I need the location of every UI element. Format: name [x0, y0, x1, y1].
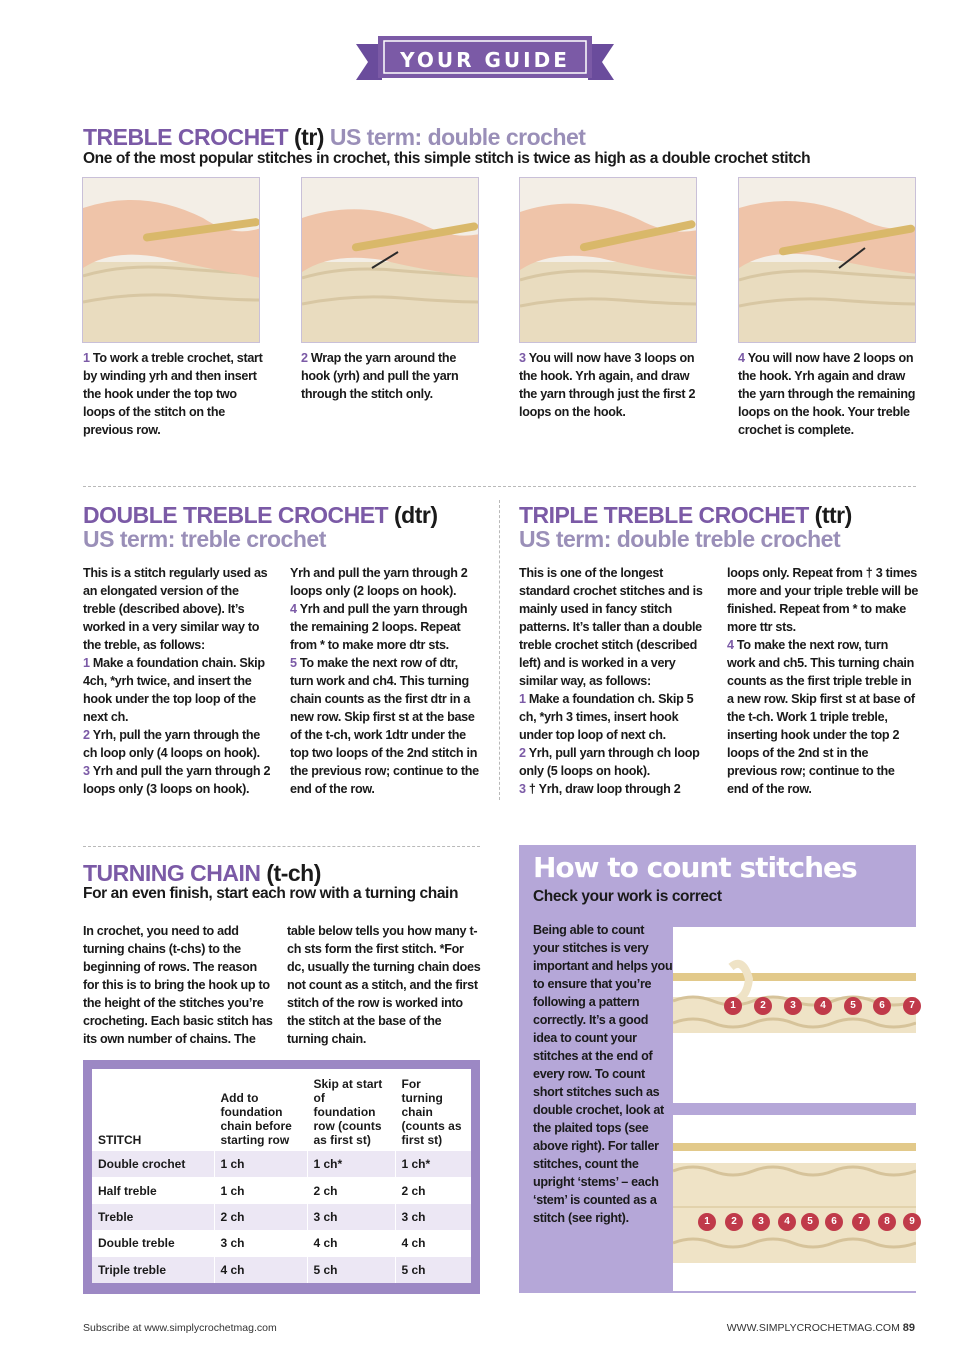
banner-label: YOUR GUIDE: [400, 48, 570, 72]
table-cell: 2 ch: [395, 1177, 471, 1203]
table-cell: 1 ch: [214, 1177, 307, 1203]
table-cell: Treble: [92, 1204, 214, 1230]
table-cell: 2 ch: [214, 1204, 307, 1230]
section-divider: [83, 486, 916, 487]
page-number: 89: [902, 1322, 915, 1334]
count-marker: 1: [698, 1213, 716, 1231]
count-marker: 2: [754, 997, 772, 1015]
table-cell: 3 ch: [395, 1204, 471, 1230]
count-marker: 3: [752, 1213, 770, 1231]
count-marker: 3: [784, 997, 802, 1015]
table-header: Skip at start of foundation row (counts as first st): [307, 1069, 395, 1151]
table-row: [92, 1257, 471, 1283]
table-cell: 2 ch: [307, 1177, 395, 1203]
treble-step-4-photo: [738, 177, 916, 343]
table-cell: 4 ch: [307, 1230, 395, 1256]
count-marker: 7: [852, 1213, 870, 1231]
table-header-row: [92, 1069, 471, 1151]
count-marker: 5: [801, 1213, 819, 1231]
treble-step-2-caption: 2 Wrap the yarn around the hook (yrh) and pull the yarn through the stitch only.: [301, 351, 459, 401]
treble-step-2-photo: [301, 177, 479, 343]
table-cell: Half treble: [98, 1183, 157, 1198]
count-marker: 6: [825, 1213, 843, 1231]
count-marker: 4: [814, 997, 832, 1015]
tch-divider: [83, 846, 480, 847]
treble-step-1-caption: 1 To work a treble crochet, start by winding yrh and then insert the hook under the top two loops of the stitch on the previous row.: [83, 351, 263, 437]
table-row: [92, 1204, 471, 1230]
table-cell: Double treble: [98, 1236, 175, 1251]
count-marker: 6: [873, 997, 891, 1015]
tch-heading: TURNING CHAIN (t-ch): [83, 860, 321, 886]
section-banner: [356, 36, 614, 86]
table-cell: 5 ch: [395, 1257, 471, 1283]
table-row: [92, 1177, 471, 1203]
count-marker: 9: [903, 1213, 921, 1231]
treble-heading: TREBLE CROCHET (tr) US term: double crochet: [83, 124, 586, 150]
table-cell: 1 ch*: [395, 1151, 471, 1177]
count-marker: 5: [844, 997, 862, 1015]
ttr-us-term: US term: double treble crochet: [519, 526, 841, 552]
count-marker: 4: [778, 1213, 796, 1231]
treble-step-4-caption: 4 You will now have 2 loops on the hook. Yrh again and draw the yarn through the remaining loops on the hook. Your treble crochet is complete.: [738, 351, 916, 437]
count-marker: 8: [878, 1213, 896, 1231]
count-body: Being able to count your stitches is very important and helps you to ensure that you’re following a pattern correctly. It’s a good idea to count your stitches at the end of every row. To count short stitches such as double crochet, look at the plaited tops (see above right). For taller stitches, count the upright ‘stems’ – each ‘stem’ is counted as a stitch (see right).: [533, 923, 673, 1225]
dtr-column-2: Yrh and pull the yarn through 2 loops only (2 loops on hook). 4 Yrh and pull the yarn through the remaining 2 loops. Repeat from * to make more dtr sts. 5 To make the next row of dtr, turn work and ch4. This turning chain counts as the first dtr in a new row. Skip first st at the base of the t-ch, work 1dtr under the top two loops of the 2nd stitch in the previous row; continue to the end of the row.: [290, 566, 479, 796]
tch-column-1: In crochet, you need to add turning chains (t-chs) to the beginning of rows. The reason for this is to bring the hook up to the height of the stitches you’re crocheting. Each basic stitch has its own number of chains. The: [83, 924, 273, 1046]
tch-intro: For an even finish, start each row with a turning chain: [83, 885, 459, 902]
table-row: [92, 1230, 471, 1256]
treble-step-3-photo: [519, 177, 697, 343]
turning-chain-table: [92, 1069, 471, 1283]
tch-column-2: table below tells you how many t-ch sts form the first stitch. *For dc, usually the turning chain does not count as a stitch, and the first stitch of the row is worked into the stitch at the base of the turning chain.: [287, 924, 481, 1046]
count-title: How to count stitches: [533, 851, 857, 884]
ttr-column-2: loops only. Repeat from † 3 times more and your triple treble will be finished. Repeat from * to make more ttr sts. 4 To make the next row, turn work and ch5. This turning chain counts as the first triple treble in a new row. Skip first st at base of the t-ch. Work 1 triple treble, inserting hook under the top 2 loops of the 2nd st in the previous row; continue to the end of the row.: [727, 566, 919, 796]
table-cell: 1 ch: [214, 1151, 307, 1177]
table-header: STITCH: [98, 1133, 142, 1147]
count-marker: 1: [724, 997, 742, 1015]
table-cell: Triple treble: [92, 1257, 214, 1283]
treble-step-1-photo: [82, 177, 260, 343]
treble-step-3-caption: 3 You will now have 3 loops on the hook. Yrh again, and draw the yarn through just the first 2 loops on the hook.: [519, 351, 696, 419]
table-header: For turning chain (counts as first st): [395, 1069, 471, 1151]
dtr-column-1: This is a stitch regularly used as an elongated version of the treble (described above). It’s worked in a very similar way to the treble, as follows: 1 Make a foundation chain. Skip 4ch, *yrh twice, and insert the hook under the top loop of the next ch. 2 Yrh, pull the yarn through the ch loop only (4 loops on hook). 3 Yrh and pull the yarn through 2 loops only (3 loops on hook).: [83, 566, 271, 796]
table-row: [92, 1151, 471, 1177]
footer-subscribe[interactable]: Subscribe at www.simplycrochetmag.com: [83, 1322, 277, 1334]
table-cell: Double crochet: [92, 1151, 214, 1177]
table-cell: 4 ch: [214, 1257, 307, 1283]
table-cell: 5 ch: [307, 1257, 395, 1283]
table-cell: 3 ch: [214, 1230, 307, 1256]
ttr-column-1: This is one of the longest standard crochet stitches and is mainly used in fancy stitch patterns. It’s taller than a double treble crochet stitch (described left) and is worked in a very similar way, as follows: 1 Make a foundation ch. Skip 5 ch, *yrh 3 times, insert hook under top loop of next ch. 2 Yrh, pull yarn through ch loop only (5 loops on hook). 3 † Yrh, draw loop through 2: [519, 566, 703, 796]
count-stitches-box: [519, 845, 916, 1293]
count-marker: 2: [725, 1213, 743, 1231]
count-subtitle: Check your work is correct: [533, 888, 722, 905]
treble-intro: One of the most popular stitches in crochet, this simple stitch is twice as high as a double crochet stitch: [83, 150, 811, 167]
count-marker: 7: [903, 997, 921, 1015]
ttr-heading: TRIPLE TREBLE CROCHET (ttr): [519, 502, 852, 528]
tr-count-photo: [673, 1115, 916, 1291]
dtr-us-term: US term: treble crochet: [83, 526, 326, 552]
table-cell: 3 ch: [307, 1204, 395, 1230]
table-header: Add to foundation chain before starting row: [214, 1069, 307, 1151]
dc-count-photo: [673, 927, 916, 1103]
table-cell: 1 ch*: [307, 1151, 395, 1177]
column-divider: [499, 500, 500, 800]
turning-chain-table-box: [83, 1060, 480, 1294]
footer-site: WWW.SIMPLYCROCHETMAG.COM 89: [726, 1322, 915, 1334]
dtr-heading: DOUBLE TREBLE CROCHET (dtr): [83, 502, 438, 528]
table-cell: 4 ch: [395, 1230, 471, 1256]
